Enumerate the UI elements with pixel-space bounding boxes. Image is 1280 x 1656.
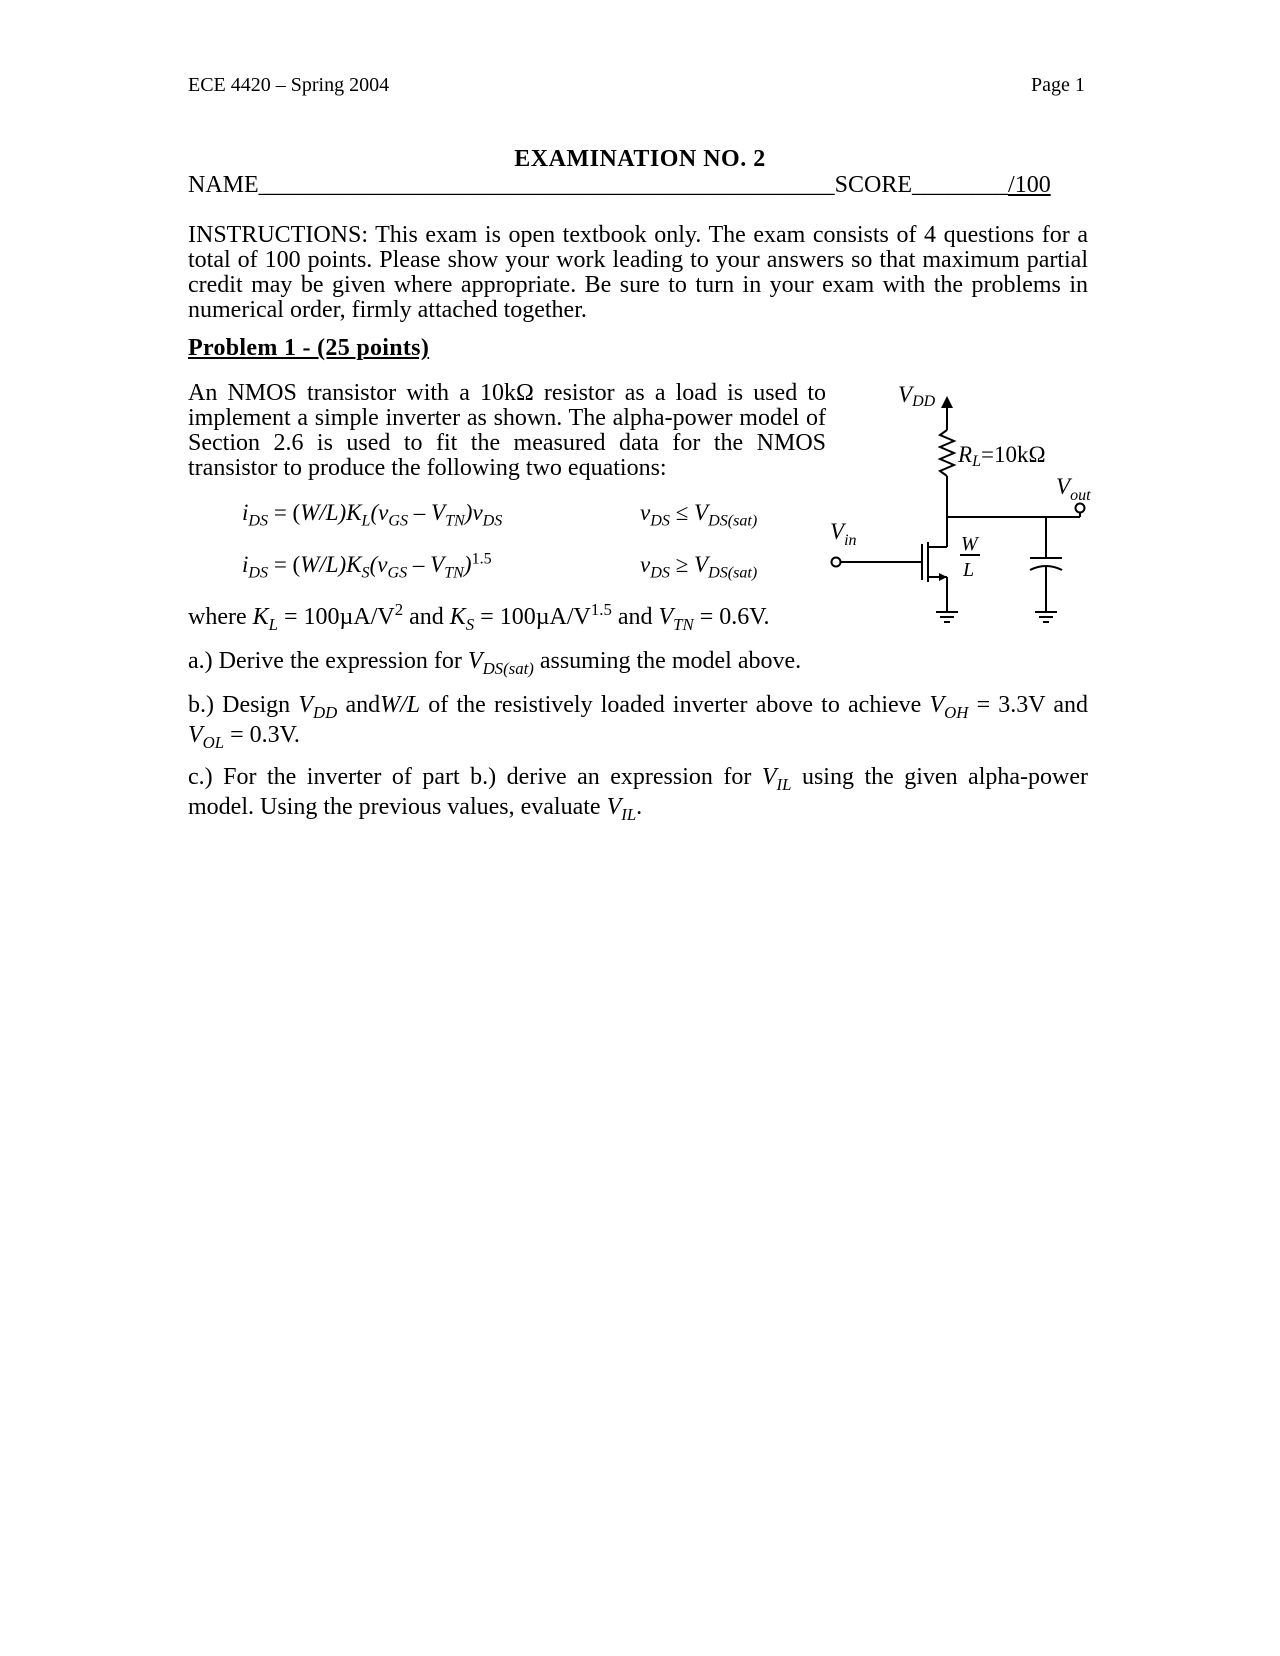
- constants-line: where $K_L = 100\mu A/V^2$ and $K_S = 100\mu A/V^{1.5}$ and $V_{TN} = 0.6V$.: [188, 600, 770, 634]
- name-blank: ________________________________________________: [258, 172, 835, 198]
- equation-2-condition: $v_{DS} \ge V_{DS(sat)}$: [640, 552, 758, 582]
- w-label: W: [961, 533, 978, 555]
- vin-terminal: [832, 558, 841, 567]
- score-label: SCORE: [834, 172, 913, 198]
- part-a: a.) Derive the expression for $V_{DS(sat)}$ assuming the model above.: [188, 648, 802, 678]
- problem-heading: Problem 1 - (25 points): [188, 335, 430, 361]
- vdd-arrow-icon: [941, 396, 953, 408]
- equation-1-condition: $v_{DS} \le V_{DS(sat)}$: [640, 500, 758, 530]
- part-c: c.) For the inverter of part b.) derive an expression for $V_{IL}$ using the given alpha-power model. Using the previous values, evaluate $V_{IL}$.: [188, 764, 1088, 824]
- course-header: ECE 4420 – Spring 2004: [188, 74, 390, 96]
- load-resistor: [940, 430, 954, 476]
- part-b: b.) Design $V_{DD}$ andW/L of the resistively loaded inverter above to achieve $V_{OH} = 3.3V$ and $V_{OL} = 0.3V$.: [188, 692, 1089, 752]
- equation-1: $i_{DS} = (W/L)K_L(v_{GS} - V_{TN})v_{DS}$: [242, 500, 503, 530]
- equation-2: $i_{DS} = (W/L)K_S(v_{GS} - V_{TN})^{1.5}$: [242, 550, 492, 582]
- nmos-source-arrow-icon: [939, 573, 947, 581]
- exam-title: EXAMINATION NO. 2: [514, 146, 766, 172]
- l-label: L: [963, 559, 975, 581]
- instructions: INSTRUCTIONS: This exam is open textbook only. The exam consists of 4 questions for a total of 100 points. Please show your work leading to your answers so that maximum partial credit may be given where appropriate. Be sure to turn in your exam with the problems in numerical order, firmly attached together.: [188, 222, 1088, 323]
- vout-label: $V_{out}$: [1056, 474, 1091, 504]
- vout-terminal: [1076, 504, 1085, 513]
- problem-intro: An NMOS transistor with a 10kΩ resistor as a load is used to implement a simple inverter as shown. The alpha-power model of Section 2.6 is used to fit the measured data for the NMOS transistor to produce the following two equations:: [188, 380, 826, 481]
- inverter-circuit-diagram: [830, 372, 1100, 642]
- page-number: Page 1: [1031, 74, 1085, 96]
- vdd-label: VDD: [898, 382, 936, 410]
- score-blank: ________: [912, 172, 1009, 198]
- name-label: NAME: [188, 172, 259, 198]
- rl-label: RL=10kΩ: [958, 442, 1046, 470]
- name-score-row: [188, 172, 1088, 199]
- vin-label: $V_{in}$: [830, 519, 857, 549]
- score-total: /100: [1008, 172, 1051, 198]
